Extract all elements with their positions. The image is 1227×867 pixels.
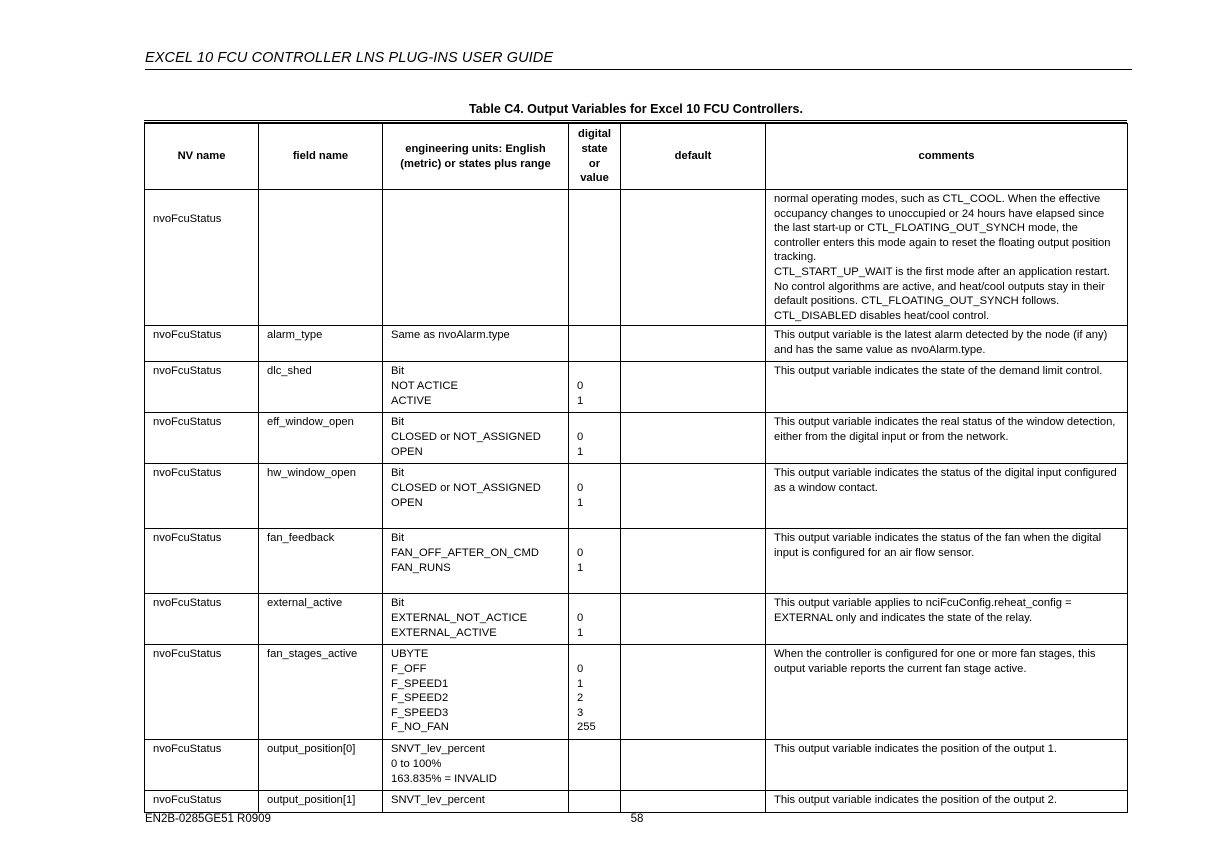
digital-value-line: 1 <box>577 677 584 690</box>
cell-default <box>621 594 766 645</box>
digital-value-line: 1 <box>577 445 584 458</box>
cell-field-name <box>259 326 383 362</box>
table-row <box>145 464 1128 529</box>
units-line: Bit <box>391 416 405 429</box>
digital-value-line: 2 <box>577 692 584 705</box>
digital-value-line: 0 <box>577 546 584 559</box>
table-row <box>145 529 1128 594</box>
digital-value-line: 0 <box>577 379 584 392</box>
field-name-text: eff_window_open <box>267 416 354 429</box>
units-line: Bit <box>391 597 405 610</box>
cell-comments <box>766 190 1128 326</box>
units-line: 0 to 100% <box>391 757 442 770</box>
units-line: FAN_RUNS <box>391 561 451 574</box>
comment-paragraph: CTL_START_UP_WAIT is the first mode after an application restart. No control algorithms are active, and heat/cool outputs stay in their default positions. CTL_FLOATING_OUT_SYNCH follows. CTL_DISABLED disables heat/cool control. <box>774 265 1110 322</box>
units-line: F_SPEED3 <box>391 706 449 719</box>
cell-field-name <box>259 529 383 594</box>
table-row <box>145 740 1128 791</box>
output-variables-table <box>144 123 1128 813</box>
cell-field-name <box>259 190 383 326</box>
units-line: CLOSED or NOT_ASSIGNED <box>391 481 541 494</box>
units-line: F_SPEED1 <box>391 677 449 690</box>
cell-comments <box>766 645 1128 740</box>
cell-engineering-units <box>383 529 569 594</box>
digital-value-line <box>577 596 613 611</box>
comment-paragraph: This output variable indicates the position of the output 2. <box>774 794 1057 807</box>
table-caption: Table C4. Output Variables for Excel 10 FCU Controllers. <box>469 102 803 116</box>
cell-comments <box>766 529 1128 594</box>
cell-engineering-units <box>383 413 569 464</box>
cell-digital-value <box>569 413 621 464</box>
footer-document-id: EN2B-0285GE51 R0909 <box>145 813 271 825</box>
cell-digital-value <box>569 791 621 813</box>
document-header-title: EXCEL 10 FCU CONTROLLER LNS PLUG-INS USER GUIDE <box>145 50 554 66</box>
digital-value-line: 0 <box>577 611 584 624</box>
units-line: 163.835% = INVALID <box>391 772 497 785</box>
nv-name-text: nvoFcuStatus <box>153 329 222 342</box>
cell-nv-name <box>145 645 259 740</box>
table-header-row <box>145 124 1128 190</box>
units-line: F_NO_FAN <box>391 721 449 734</box>
table-body <box>145 190 1128 813</box>
field-name-text: output_position[0] <box>267 743 356 756</box>
units-line: SNVT_lev_percent <box>391 794 485 807</box>
cell-default <box>621 362 766 413</box>
units-line: CLOSED or NOT_ASSIGNED <box>391 430 541 443</box>
comment-paragraph: This output variable is the latest alarm detected by the node (if any) and has the same value as nvoAlarm.type. <box>774 329 1108 356</box>
cell-engineering-units <box>383 464 569 529</box>
cell-digital-value <box>569 594 621 645</box>
cell-field-name <box>259 791 383 813</box>
units-line: FAN_OFF_AFTER_ON_CMD <box>391 546 539 559</box>
digital-value-line: 3 <box>577 706 584 719</box>
field-name-text: hw_window_open <box>267 467 356 480</box>
cell-engineering-units <box>383 326 569 362</box>
units-line: OPEN <box>391 445 423 458</box>
cell-engineering-units <box>383 190 569 326</box>
nv-name-text: nvoFcuStatus <box>153 416 222 429</box>
comment-paragraph: This output variable indicates the status of the digital input configured as a window contact. <box>774 467 1117 494</box>
digital-value-line: 0 <box>577 430 584 443</box>
cell-digital-value <box>569 326 621 362</box>
nv-name-text: nvoFcuStatus <box>153 365 222 378</box>
column-header-default: default <box>621 124 766 190</box>
cell-field-name <box>259 645 383 740</box>
cell-digital-value <box>569 529 621 594</box>
cell-default <box>621 791 766 813</box>
table-row <box>145 362 1128 413</box>
nv-name-text: nvoFcuStatus <box>153 532 222 545</box>
comment-paragraph: This output variable indicates the state of the demand limit control. <box>774 365 1103 378</box>
column-header-nv-name: NV name <box>145 124 259 190</box>
cell-comments <box>766 362 1128 413</box>
cell-comments <box>766 740 1128 791</box>
cell-comments <box>766 464 1128 529</box>
digital-value-line: 0 <box>577 662 584 675</box>
table-row <box>145 190 1128 326</box>
cell-field-name <box>259 362 383 413</box>
cell-default <box>621 464 766 529</box>
units-line: F_OFF <box>391 662 427 675</box>
nv-name-text: nvoFcuStatus <box>153 597 222 610</box>
digital-value-line: 1 <box>577 394 584 407</box>
cell-nv-name <box>145 594 259 645</box>
footer-page-number: 58 <box>630 813 644 825</box>
comment-paragraph: This output variable applies to nciFcuConfig.reheat_config = EXTERNAL only and indicates the state of the relay. <box>774 597 1072 624</box>
units-line: Same as nvoAlarm.type <box>391 329 510 342</box>
field-name-text: fan_feedback <box>267 532 335 545</box>
cell-default <box>621 413 766 464</box>
digital-value-line: 0 <box>577 481 584 494</box>
units-line: EXTERNAL_NOT_ACTICE <box>391 611 528 624</box>
cell-field-name <box>259 594 383 645</box>
units-line: UBYTE <box>391 648 429 661</box>
cell-engineering-units <box>383 740 569 791</box>
nv-name-text: nvoFcuStatus <box>153 213 222 225</box>
cell-digital-value <box>569 190 621 326</box>
column-header-digital-state: digital state or value <box>569 124 621 190</box>
cell-field-name <box>259 413 383 464</box>
output-variables-table-wrap <box>144 120 1127 813</box>
cell-nv-name <box>145 464 259 529</box>
cell-nv-name <box>145 740 259 791</box>
cell-engineering-units <box>383 645 569 740</box>
cell-nv-name <box>145 791 259 813</box>
field-name-text: fan_stages_active <box>267 648 358 661</box>
cell-comments <box>766 791 1128 813</box>
digital-value-line <box>577 466 613 481</box>
comment-paragraph: When the controller is configured for one or more fan stages, this output variable reports the current fan stage active. <box>774 648 1096 675</box>
cell-comments <box>766 594 1128 645</box>
cell-nv-name <box>145 326 259 362</box>
digital-value-line: 1 <box>577 496 584 509</box>
nv-name-text: nvoFcuStatus <box>153 743 222 756</box>
units-line: SNVT_lev_percent <box>391 743 485 756</box>
field-name-text: dlc_shed <box>267 365 312 378</box>
header-rule <box>145 69 1132 70</box>
digital-value-line <box>577 415 613 430</box>
table-row <box>145 326 1128 362</box>
table-row <box>145 594 1128 645</box>
table-row <box>145 413 1128 464</box>
cell-nv-name <box>145 362 259 413</box>
cell-field-name <box>259 740 383 791</box>
cell-default <box>621 645 766 740</box>
field-name-text: output_position[1] <box>267 794 356 807</box>
cell-default <box>621 326 766 362</box>
cell-digital-value <box>569 645 621 740</box>
nv-name-text: nvoFcuStatus <box>153 794 222 807</box>
digital-value-line: 255 <box>577 721 596 734</box>
cell-digital-value <box>569 362 621 413</box>
units-line: F_SPEED2 <box>391 692 449 705</box>
column-header-comments: comments <box>766 124 1128 190</box>
cell-digital-value <box>569 464 621 529</box>
comment-paragraph: This output variable indicates the status of the fan when the digital input is configured for an air flow sensor. <box>774 532 1102 559</box>
cell-digital-value <box>569 740 621 791</box>
comment-paragraph: This output variable indicates the real status of the window detection, either from the digital input or from the network. <box>774 416 1116 443</box>
units-line: NOT ACTICE <box>391 379 458 392</box>
digital-value-line <box>577 647 613 662</box>
cell-default <box>621 190 766 326</box>
cell-comments <box>766 326 1128 362</box>
cell-nv-name <box>145 190 259 326</box>
cell-nv-name <box>145 413 259 464</box>
cell-field-name <box>259 464 383 529</box>
field-name-text: external_active <box>267 597 343 610</box>
units-line: EXTERNAL_ACTIVE <box>391 626 497 639</box>
cell-comments <box>766 413 1128 464</box>
comment-paragraph: This output variable indicates the position of the output 1. <box>774 743 1057 756</box>
cell-engineering-units <box>383 594 569 645</box>
digital-value-line: 1 <box>577 626 584 639</box>
digital-value-line <box>577 364 613 379</box>
cell-default <box>621 740 766 791</box>
units-line: ACTIVE <box>391 394 432 407</box>
cell-nv-name <box>145 529 259 594</box>
nv-name-text: nvoFcuStatus <box>153 467 222 480</box>
table-row <box>145 791 1128 813</box>
field-name-text: alarm_type <box>267 329 323 342</box>
units-line: Bit <box>391 467 405 480</box>
units-line: Bit <box>391 365 405 378</box>
comment-paragraph: normal operating modes, such as CTL_COOL. When the effective occupancy changes to unoccupied or 24 hours have elapsed since the last start-up or CTL_FLOATING_OUT_SYNCH mode, the controller enters this mode again to reset the floating output position tracking. <box>774 193 1111 264</box>
units-line: OPEN <box>391 496 423 509</box>
column-header-engineering-units: engineering units: English (metric) or states plus range <box>383 124 569 190</box>
units-line: Bit <box>391 532 405 545</box>
digital-value-line: 1 <box>577 561 584 574</box>
cell-engineering-units <box>383 362 569 413</box>
table-row <box>145 645 1128 740</box>
cell-engineering-units <box>383 791 569 813</box>
nv-name-text: nvoFcuStatus <box>153 648 222 661</box>
digital-value-line <box>577 531 613 546</box>
cell-default <box>621 529 766 594</box>
column-header-field-name: field name <box>259 124 383 190</box>
